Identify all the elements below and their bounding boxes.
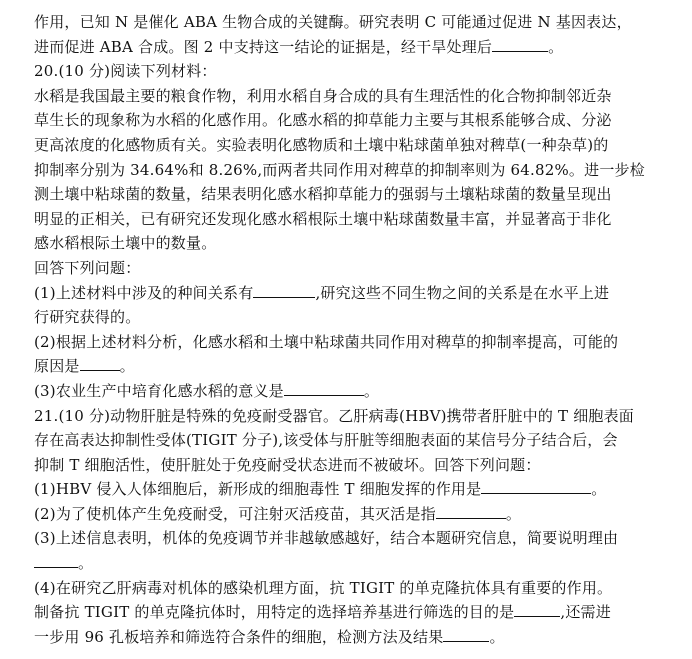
text-line: (4)在研究乙肝病毒对机体的感染机理方面，抗 TIGIT 的单克隆抗体具有重要的作用。 <box>34 578 613 597</box>
text-line: (1)上述材料中涉及的种间关系有 ,研究这些不同生物之间的关系是在水平上进 <box>34 283 610 302</box>
answer-blank[interactable] <box>284 381 364 396</box>
text-line: 行研究获得的。 <box>34 308 141 327</box>
text-line: 抑制 T 细胞活性，使肝脏处于免疫耐受状态进而不被破坏。回答下列问题： <box>34 455 541 474</box>
text-line: 回答下列问题： <box>34 258 141 277</box>
text-line: 。 <box>34 551 680 576</box>
question-heading: 21.(10 分)动物肝脏是特殊的免疫耐受器官。乙肝病毒(HBV)携带者肝脏中的 T 细胞表面 <box>34 406 634 425</box>
text-line: (2)为了使机体产生免疫耐受，可注射灭活疫苗，其灭活是指 。 <box>34 504 522 523</box>
text-line: 明显的正相关，已有研究还发现化感水稻根际土壤中粘球菌数量丰富，并显著高于非化 <box>34 209 612 228</box>
text-line: 一步用 96 孔板培养和筛选符合条件的细胞，检测方法及结果 。 <box>34 627 505 646</box>
text-line: 原因是 。 <box>34 357 135 376</box>
text-line: 水稻是我国最主要的粮食作物，利用水稻自身合成的具有生理活性的化合物抑制邻近杂 <box>34 86 612 105</box>
answer-blank[interactable] <box>253 283 315 298</box>
text-line: (1)HBV 侵入人体细胞后，新形成的细胞毒性 T 细胞发挥的作用是 。 <box>34 480 607 499</box>
answer-blank[interactable] <box>481 479 591 494</box>
text-line: 存在高表达抑制性受体(TIGIT 分子),该受体与肝脏等细胞表面的某信号分子结合后，会 <box>34 431 618 450</box>
text-line: 进而促进 ABA 合成。图 2 中支持这一结论的证据是，经干旱处理后 。 <box>34 37 564 56</box>
text-line: (3)上述信息表明，机体的免疫调节并非越敏感越好，结合本题研究信息，简要说明理由 <box>34 529 619 548</box>
text-line: 感水稻根际土壤中的数量。 <box>34 234 217 253</box>
answer-blank[interactable] <box>34 553 78 568</box>
text-line: 测土壤中粘球菌的数量，结果表明化感水稻抑草能力的强弱与土壤粘球菌的数量呈现出 <box>34 185 612 204</box>
answer-blank[interactable] <box>443 627 489 642</box>
text-line: 草生长的现象称为水稻的化感作用。化感水稻的抑草能力主要与其根系能够合成、分泌 <box>34 111 612 130</box>
answer-blank[interactable] <box>436 504 506 519</box>
text-line: 更高浓度的化感物质有关。实验表明化感物质和土壤中粘球菌单独对稗草(一种杂草)的 <box>34 135 609 154</box>
text-line: 作用，已知 N 是催化 ABA 生物合成的关键酶。研究表明 C 可能通过促进 N 基因表达， <box>34 13 632 31</box>
text-line: (2)根据上述材料分析，化感水稻和土壤中粘球菌共同作用对稗草的抑制率提高，可能的 <box>34 332 619 351</box>
text-line: (3)农业生产中培育化感水稻的意义是 。 <box>34 381 380 400</box>
text-line: 制备抗 TIGIT 的单克隆抗体时，用特定的选择培养基进行筛选的目的是 ,还需进 <box>34 603 611 622</box>
answer-blank[interactable] <box>492 37 548 52</box>
answer-blank[interactable] <box>80 356 120 371</box>
answer-blank[interactable] <box>514 602 560 617</box>
text-line: 抑制率分别为 34.64%和 8.26%,而两者共同作用对稗草的抑制率则为 64.82%。进一步检 <box>34 160 645 179</box>
question-heading: 20.(10 分)阅读下列材料： <box>34 62 217 81</box>
